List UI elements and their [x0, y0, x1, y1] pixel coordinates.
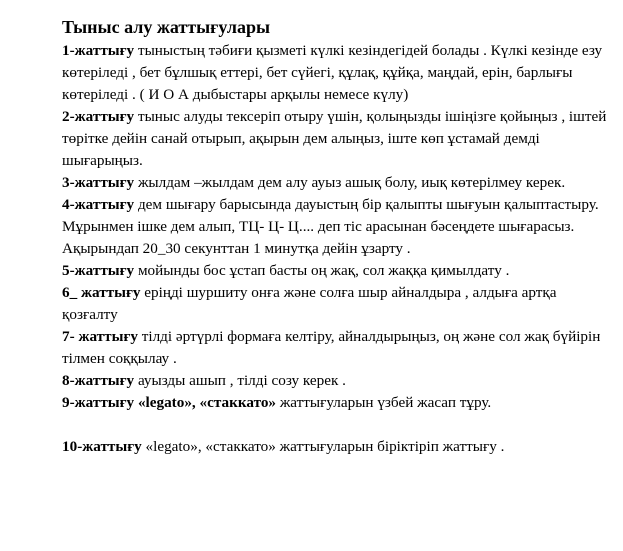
exercise-10 — [62, 436, 614, 458]
exercise-6 — [62, 282, 614, 326]
exercise-text: мойынды бос ұстап басты оң жақ, сол жаққа қимылдату . — [134, 262, 510, 279]
exercise-text: тыныстың тәбиғи қызметі күлкі кезіндегідей болады . Күлкі кезінде езу көтеріледі , бет бұлшық еттері, бет сүйегі, құлақ, құйқа, маңдай, ерін, барлығы көтеріледі . ( И О А дыбыстары арқылы немесе күлу) — [62, 42, 603, 103]
exercise-number: 6_ жаттығу — [62, 284, 141, 301]
exercise-2 — [62, 106, 614, 172]
exercise-number: 1-жаттығу — [62, 42, 135, 59]
exercise-number: 2-жаттығу — [62, 108, 135, 125]
exercise-number: 3-жаттығу — [62, 174, 135, 191]
exercise-number: 8-жаттығу — [62, 372, 135, 389]
exercise-text: «legato», «стаккато» жаттығуларын біріктіріп жаттығу . — [141, 438, 505, 455]
exercise-1 — [62, 40, 614, 106]
exercise-number: 9-жаттығу — [62, 394, 135, 411]
exercise-8 — [62, 370, 614, 392]
exercise-number: 7- жаттығу — [62, 328, 138, 345]
blank-line — [62, 414, 614, 436]
exercise-4 — [62, 194, 614, 260]
exercise-text: дем шығару барысында дауыстың бір қалыпты шығуын қалыптастыру. Мұрынмен ішке дем алып, ТЦ- Ц- Ц.... деп тіс арасынан бәсеңдете шығарасыз. Ақырындап 20_30 секунттан 1 минутқа дейін ұзарту . — [62, 196, 599, 257]
exercise-5 — [62, 260, 614, 282]
exercise-7 — [62, 326, 614, 370]
exercise-text: тілді әртүрлі формаға келтіру, айналдырыңыз, оң және сол жақ бүйірін тілмен соққылау . — [62, 328, 601, 367]
exercise-bold-text: «legato», «стаккато» — [134, 394, 280, 411]
exercise-text: тыныс алуды тексеріп отыру үшін, қолыңызды ішіңізге қойыңыз , іштей төрітке дейін санай отырып, ақырын дем алыңыз, іште көп ұстамай демді шығарыңыз. — [62, 108, 607, 169]
exercise-9 — [62, 392, 614, 414]
exercise-text: ауызды ашып , тілді созу керек . — [134, 372, 346, 389]
exercise-text: жаттығуларын үзбей жасап тұру. — [279, 394, 492, 411]
exercise-number: 4-жаттығу — [62, 196, 135, 213]
document-title: Тыныс алу жаттығулары — [62, 17, 271, 37]
document-page — [62, 14, 614, 458]
exercise-text: жылдам –жылдам дем алу ауыз ашық болу, иық көтерілмеу керек. — [134, 174, 566, 191]
exercise-number: 5-жаттығу — [62, 262, 135, 279]
exercise-number: 10-жаттығу — [62, 438, 142, 455]
exercise-text: еріңді шуршиту онға және солға шыр айналдыра , алдыға артқа қозғалту — [62, 284, 557, 323]
exercise-3 — [62, 172, 614, 194]
